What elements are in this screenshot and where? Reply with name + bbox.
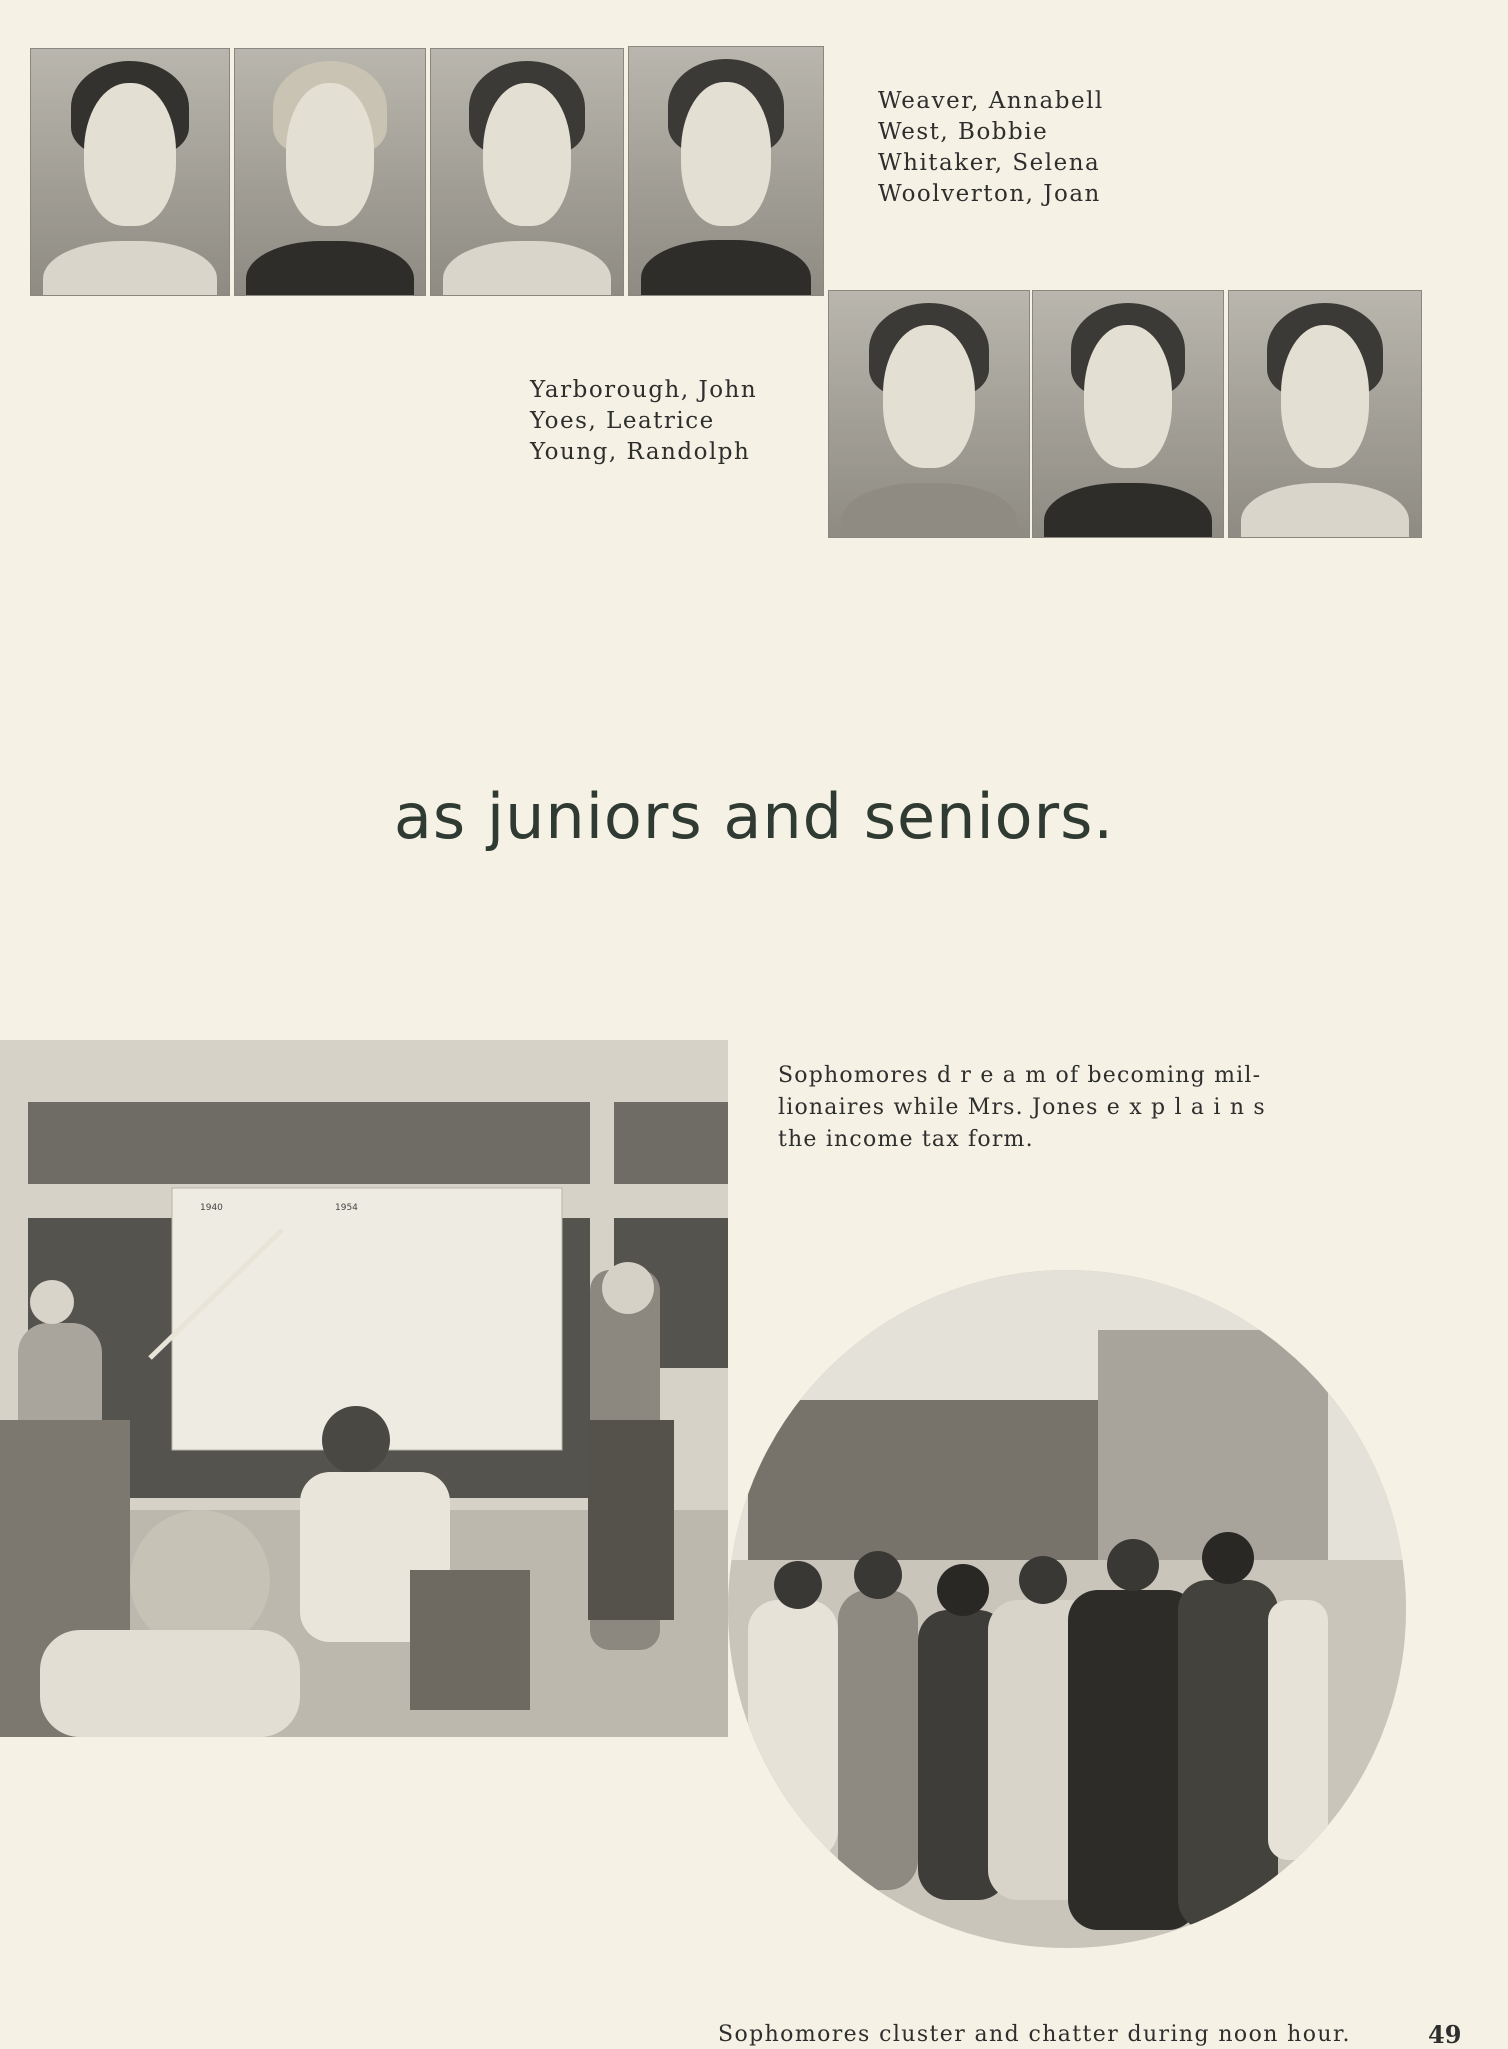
upper-window-panel xyxy=(28,1102,590,1184)
name-entry: Weaver, Annabell xyxy=(878,88,1104,114)
portrait-yoes-leatrice xyxy=(1032,290,1224,538)
teacher-head xyxy=(30,1280,74,1324)
name-entry: Yarborough, John xyxy=(530,377,758,403)
name-entry: Whitaker, Selena xyxy=(878,150,1101,176)
board-year-right: 1954 xyxy=(335,1203,358,1213)
second-group-names xyxy=(530,375,757,468)
classroom-photo xyxy=(0,1040,728,1737)
portrait-woolverton-joan xyxy=(628,46,824,296)
foreground-student xyxy=(40,1630,300,1737)
noon-hour-caption: Sophomores cluster and chatter during noon hour. xyxy=(718,2022,1351,2047)
brick-building xyxy=(748,1400,1098,1570)
stone-building xyxy=(1098,1330,1328,1570)
plaid-skirt-girl xyxy=(588,1420,674,1620)
portrait-whitaker-selena xyxy=(430,48,624,296)
portrait-west-bobbie xyxy=(234,48,426,296)
desk xyxy=(410,1570,530,1710)
name-entry: Young, Randolph xyxy=(530,439,751,465)
noon-hour-illustration xyxy=(728,1270,1406,1948)
top-group-names xyxy=(878,86,1104,210)
portrait-yarborough-john xyxy=(828,290,1030,538)
blonde-student-head xyxy=(130,1510,270,1650)
standing-girl-head xyxy=(602,1262,654,1314)
page-number: 49 xyxy=(1428,2020,1462,2049)
portrait-young-randolph xyxy=(1228,290,1422,538)
name-entry: Woolverton, Joan xyxy=(878,181,1101,207)
classroom-caption xyxy=(778,1060,1266,1156)
classroom-illustration xyxy=(0,1040,728,1737)
board-year-left: 1940 xyxy=(200,1203,223,1213)
caption-line: lionaires while Mrs. Jones e x p l a i n s xyxy=(778,1095,1266,1120)
student-head xyxy=(322,1406,390,1474)
noon-hour-photo xyxy=(728,1270,1406,1948)
portrait-weaver-annabell xyxy=(30,48,230,296)
page-headline: as juniors and seniors. xyxy=(393,780,1115,853)
caption-line: the income tax form. xyxy=(778,1127,1034,1152)
caption-line: Sophomores d r e a m of becoming mil- xyxy=(778,1063,1262,1088)
upper-window-panel-right xyxy=(614,1102,728,1184)
name-entry: West, Bobbie xyxy=(878,119,1049,145)
name-entry: Yoes, Leatrice xyxy=(530,408,715,434)
